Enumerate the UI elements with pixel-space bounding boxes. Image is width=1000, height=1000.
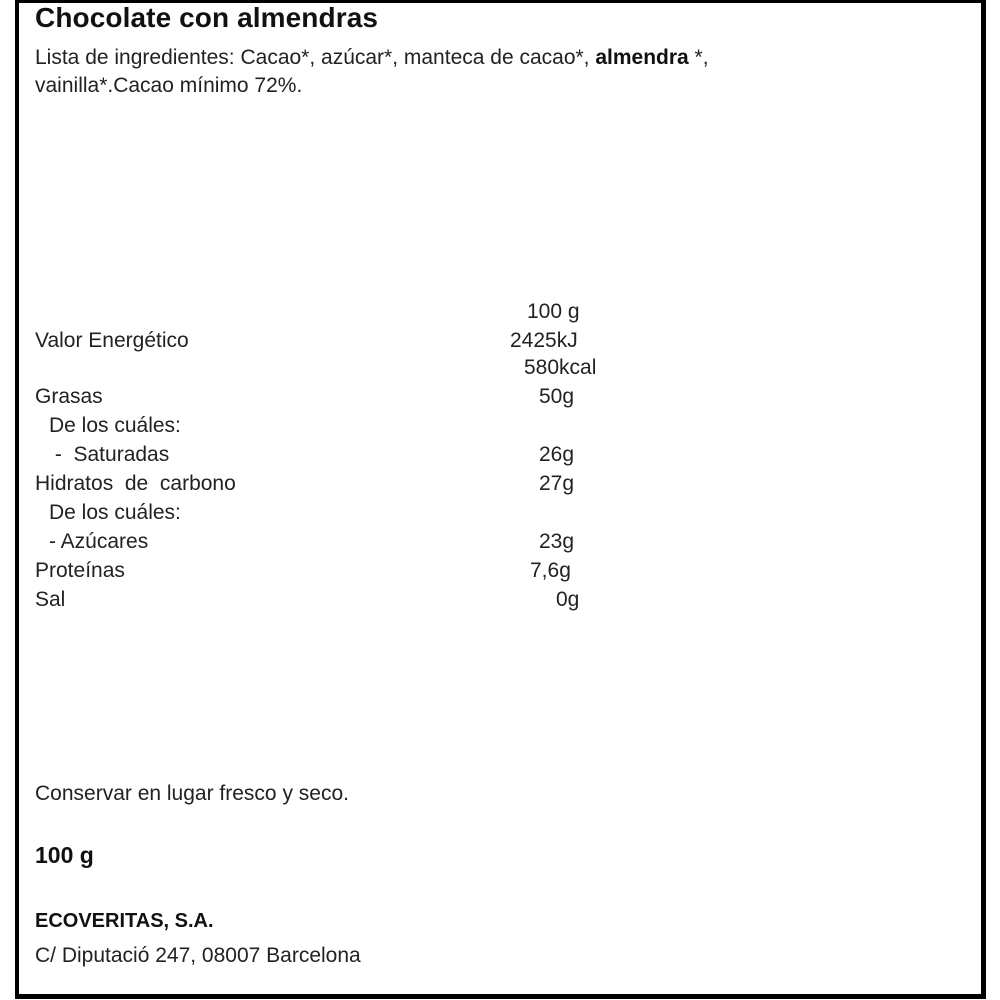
ingredients-line-2: vainilla*.Cacao mínimo 72%. <box>35 74 303 97</box>
nutrition-value-protein: 7,6g <box>530 559 571 582</box>
nutrition-value-sugars: 23g <box>539 530 575 553</box>
nutrition-label-saturated: - Saturadas <box>49 443 170 466</box>
ingredients-list <box>35 44 709 100</box>
nutrition-label-protein: Proteínas <box>35 559 125 582</box>
ingredients-line-1 <box>35 44 709 72</box>
nutrition-label-salt: Sal <box>35 588 66 611</box>
company-name: ECOVERITAS, S.A. <box>35 910 214 932</box>
label-border <box>15 0 986 999</box>
company-address: C/ Diputació 247, 08007 Barcelona <box>35 944 361 967</box>
ingredients-text-end: *, <box>688 46 709 69</box>
nutrition-value-fat: 50g <box>539 385 575 408</box>
allergen-almendra: almendra <box>595 46 689 69</box>
nutrition-label-of-which-fat: De los cuáles: <box>49 414 181 437</box>
storage-instructions: Conservar en lugar fresco y seco. <box>35 782 349 805</box>
nutrition-value-carbs: 27g <box>539 472 575 495</box>
nutrition-value-salt: 0g <box>556 588 580 611</box>
ingredients-text: Lista de ingredientes: Cacao*, azúcar*, manteca de cacao*, <box>35 46 596 69</box>
nutrition-label-fat: Grasas <box>35 385 103 408</box>
nutrition-label-sugars: - Azúcares <box>49 530 149 553</box>
nutrition-label-energy: Valor Energético <box>35 329 189 352</box>
nutrition-value-saturated: 26g <box>539 443 575 466</box>
net-weight: 100 g <box>35 842 94 868</box>
nutrition-label-carbs: Hidratos de carbono <box>35 472 236 495</box>
product-title: Chocolate con almendras <box>35 2 379 33</box>
nutrition-label-of-which-carbs: De los cuáles: <box>49 501 181 524</box>
nutrition-value-kj: 2425kJ <box>510 329 578 352</box>
nutrition-value-kcal: 580kcal <box>524 356 597 379</box>
nutrition-column-header: 100 g <box>527 300 580 323</box>
